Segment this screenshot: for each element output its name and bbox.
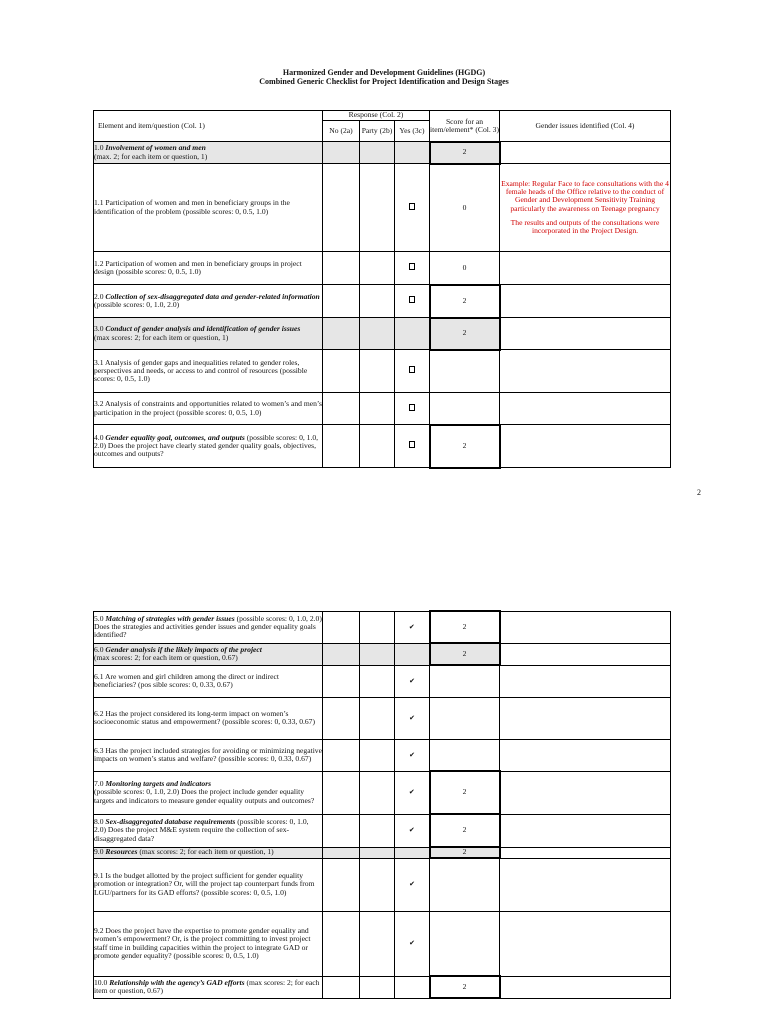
table-row: 3.0 Conduct of gender analysis and identification of gender issues (max scores: 2; for each item or question, 1) 2 <box>94 318 671 350</box>
table-row: 2.0 Collection of sex-disaggregated data and gender-related information (possible scores: 0, 1.0, 2.0) 2 <box>94 285 671 318</box>
check-icon[interactable]: ✔ <box>395 771 430 814</box>
table-row: 1.0 Involvement of women and men (max. 2; for each item or question, 1) 2 <box>94 142 671 164</box>
score-cell[interactable]: 2 <box>430 425 500 468</box>
checkbox-icon[interactable] <box>409 203 415 210</box>
score-cell[interactable]: 2 <box>430 643 500 665</box>
score-cell[interactable] <box>430 393 500 425</box>
table-row: 9.2 Does the project have the expertise to promote gender equality and women’s empowerment? Or, is the project committing to invest project staff time in building capacities within the project to integrate GAD or promote gender equality? (possible scores: 0, 0.5, 1.0) ✔ <box>94 911 671 976</box>
header-gender-issues: Gender issues identified (Col. 4) <box>500 111 671 142</box>
table-row: 4.0 Gender equality goal, outcomes, and outputs (possible scores: 0, 1.0, 2.0) Does the project have clearly stated gender quality goals, objectives, outcomes and outputs? 2 <box>94 425 671 468</box>
check-icon[interactable]: ✔ <box>395 611 430 643</box>
score-cell[interactable] <box>430 739 500 771</box>
table-row: 3.2 Analysis of constraints and opportunities related to women’s and men’s participation in the project (possible scores: 0, 0.5, 1.0) <box>94 393 671 425</box>
table-row: 10.0 Relationship with the agency’s GAD efforts (max scores: 2; for each item or question, 0.67) 2 <box>94 976 671 998</box>
check-icon[interactable]: ✔ <box>395 697 430 739</box>
table-row: 9.0 Resources (max scores: 2; for each item or question, 1) 2 <box>94 847 671 858</box>
check-icon[interactable]: ✔ <box>395 739 430 771</box>
check-icon[interactable]: ✔ <box>395 665 430 697</box>
table-row: 6.0 Gender analysis if the likely impacts of the project (max scores: 2; for each item or question, 0.67) 2 <box>94 643 671 665</box>
table-row: 6.3 Has the project included strategies for avoiding or minimizing negative impacts on women’s status and welfare? (possible scores: 0, 0.33, 0.67) ✔ <box>94 739 671 771</box>
check-icon[interactable]: ✔ <box>395 814 430 847</box>
header-score: Score for an item/element* (Col. 3) <box>430 111 500 142</box>
table-row: 7.0 Monitoring targets and indicators (possible scores: 0, 1.0, 2.0) Does the project include gender equality targets and indicators to measure gender equality outputs and outcomes? ✔ 2 <box>94 771 671 814</box>
table-row: 8.0 Sex-disaggregated database requirements (possible scores: 0, 1.0, 2.0) Does the project M&E system require the collection of sex-disaggregated data? ✔ 2 <box>94 814 671 847</box>
checkbox-icon[interactable] <box>409 296 415 303</box>
score-cell[interactable] <box>430 350 500 393</box>
checklist-table-page2 <box>93 610 671 999</box>
score-cell[interactable]: 2 <box>430 285 500 318</box>
score-cell[interactable] <box>430 911 500 976</box>
score-cell[interactable]: 0 <box>430 252 500 285</box>
checkbox-icon[interactable] <box>409 366 415 373</box>
checkbox-icon[interactable] <box>409 441 415 448</box>
gender-issue-example: Example: Regular Face to face consultations with the 4 female heads of the Office relative to the conduct of Gender and Development Sensitivity Training particularly the awareness on Teenage pregnancy The results and outputs of the consultations were incorporated in the Project Design. <box>500 164 671 252</box>
check-icon[interactable]: ✔ <box>395 911 430 976</box>
score-cell[interactable]: 2 <box>430 847 500 858</box>
table-row: 3.1 Analysis of gender gaps and inequalities related to gender roles, perspectives and needs, or access to and control of resources (possible scores: 0, 0.5, 1.0) <box>94 350 671 393</box>
score-cell[interactable] <box>430 858 500 911</box>
score-cell[interactable]: 2 <box>430 611 500 643</box>
table-row: 1.2 Participation of women and men in beneficiary groups in project design (possible scores: 0, 0.5, 1.0) 0 <box>94 252 671 285</box>
document-title: Harmonized Gender and Development Guidelines (HGDG) <box>282 68 486 77</box>
header-element: Element and item/question (Col. 1) <box>94 111 323 142</box>
header-yes: Yes (3c) <box>395 121 430 142</box>
header-no: No (2a) <box>323 121 360 142</box>
document-subtitle: Combined Generic Checklist for Project Identification and Design Stages <box>259 77 509 86</box>
score-cell[interactable]: 0 <box>430 164 500 252</box>
score-cell[interactable]: 2 <box>430 318 500 350</box>
score-cell[interactable]: 2 <box>430 814 500 847</box>
score-cell[interactable] <box>430 665 500 697</box>
table-row: 9.1 Is the budget allotted by the project sufficient for gender equality promotion or integration? Or, will the project tap counterpart funds from LGU/partners for its GAD efforts? (possible scores: 0, 0.5, 1.0) ✔ <box>94 858 671 911</box>
table-row: 1.1 Participation of women and men in beneficiary groups in the identification of the problem (possible scores: 0, 0.5, 1.0) 0 Example: Regular Face to face consultations with the 4 female heads of the Office relative to the conduct of Gender and Development Sensitivity Training particularly the awareness on Teenage pregnancy The results and outputs of the consultations were incorporated in the Project Design. <box>94 164 671 252</box>
table-row: 5.0 Matching of strategies with gender issues (possible scores: 0, 1.0, 2.0) Does the strategies and activities gender issues and gender equality goals identified? ✔ 2 <box>94 611 671 643</box>
header-response: Response (Col. 2) <box>323 111 430 121</box>
score-cell[interactable]: 2 <box>430 771 500 814</box>
page-number: 2 <box>697 488 701 497</box>
score-cell[interactable]: 2 <box>430 142 500 164</box>
checkbox-icon[interactable] <box>409 263 415 270</box>
table-row: 6.1 Are women and girl children among the direct or indirect beneficiaries? (pos sible scores: 0, 0.33, 0.67) ✔ <box>94 665 671 697</box>
score-cell[interactable]: 2 <box>430 976 500 998</box>
score-cell[interactable] <box>430 697 500 739</box>
checkbox-icon[interactable] <box>409 404 415 411</box>
check-icon[interactable]: ✔ <box>395 858 430 911</box>
checklist-table-page1 <box>93 110 671 469</box>
header-partly: Party (2b) <box>360 121 395 142</box>
table-row: 6.2 Has the project considered its long-term impact on women’s socioeconomic status and empowerment? (possible scores: 0, 0.33, 0.67) ✔ <box>94 697 671 739</box>
